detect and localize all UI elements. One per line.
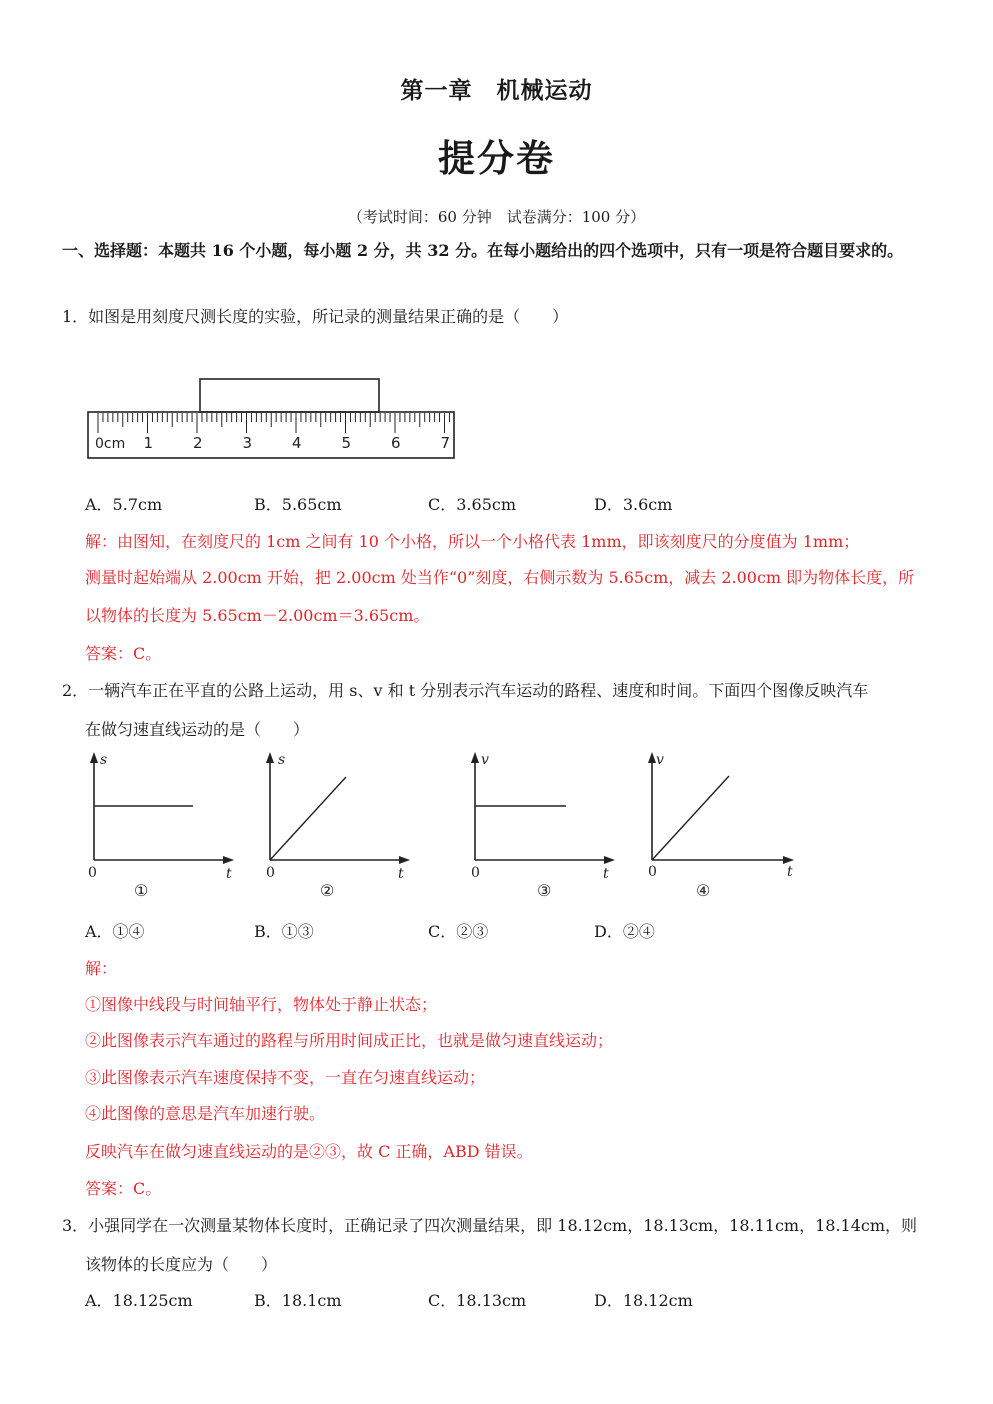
- graph-2-y-label: s: [278, 752, 286, 768]
- q1-option-a[interactable]: A．5.7cm: [85, 495, 163, 514]
- graph-2-number: ②: [320, 881, 335, 900]
- graph-4-y-arrow: [648, 752, 656, 763]
- graph-2-plot-line: [270, 777, 346, 860]
- graph-3-origin: 0: [471, 865, 480, 881]
- graph-4-origin: 0: [648, 864, 657, 880]
- ruler-tick-label: 5: [341, 434, 352, 452]
- q2-solution-line-2: ①图像中线段与时间轴平行，物体处于静止状态；: [85, 995, 438, 1014]
- ruler-tick-label: 3: [242, 434, 253, 452]
- ruler-tick-label: 2: [193, 434, 203, 452]
- graph-3-y-label: v: [481, 752, 489, 768]
- graph-3-y-arrow: [471, 752, 479, 763]
- q2-solution-line-3: ②此图像表示汽车通过的路程与所用时间成正比，也就是做匀速直线运动；: [85, 1031, 614, 1050]
- q2-solution-line-6: 反映汽车在做匀速直线运动的是②③，故 C 正确，ABD 错误。: [85, 1142, 533, 1161]
- q1-solution-line-1: 解：由图知，在刻度尺的 1cm 之间有 10 个小格，所以一个小格代表 1mm，即该刻度尺的分度值为 1mm；: [85, 532, 860, 551]
- graph-4-x-label: t: [787, 864, 793, 880]
- q1-answer: 答案：C。: [85, 644, 162, 663]
- q3-stem-line-1: 3．小强同学在一次测量某物体长度时，正确记录了四次测量结果，即 18.12cm，18.13cm，18.11cm，18.14cm，则: [62, 1216, 918, 1235]
- q3-option-c[interactable]: C．18.13cm: [428, 1291, 527, 1310]
- q1-option-c[interactable]: C．3.65cm: [428, 495, 517, 514]
- ruler-tick-label: 6: [391, 434, 401, 452]
- q2-stem-line-1: 2．一辆汽车正在平直的公路上运动，用 s、v 和 t 分别表示汽车运动的路程、速度和时间。下面四个图像反映汽车: [62, 681, 869, 700]
- graph-1-origin: 0: [88, 865, 97, 881]
- graph-2-x-label: t: [398, 866, 404, 882]
- graph-2-x-arrow: [399, 856, 410, 864]
- ruler-svg: [85, 376, 457, 462]
- ruler-tick-label: 7: [440, 434, 451, 452]
- section-heading: 一、选择题：本题共 16 个小题，每小题 2 分，共 32 分。在每小题给出的四个选项中，只有一项是符合题目要求的。: [62, 241, 904, 260]
- graph-4: [640, 750, 805, 905]
- q1-solution-line-3: 以物体的长度为 5.65cm－2.00cm＝3.65cm。: [85, 606, 430, 625]
- measured-object: [200, 379, 379, 412]
- graph-1-y-label: s: [100, 752, 108, 768]
- ruler-tick-label: 4: [292, 434, 302, 452]
- ruler-figure: [85, 376, 457, 466]
- chapter-title: 第一章 机械运动: [400, 77, 593, 104]
- graph-1-number: ①: [134, 881, 149, 900]
- q2-option-c[interactable]: C．②③: [428, 922, 489, 941]
- graph-4-number: ④: [696, 881, 711, 900]
- q1-option-d[interactable]: D．3.6cm: [594, 495, 673, 514]
- graph-3-x-arrow: [604, 856, 615, 864]
- graph-3-x-label: t: [603, 866, 609, 882]
- q2-option-a[interactable]: A．①④: [85, 922, 145, 941]
- q2-solution-line-5: ④此图像的意思是汽车加速行驶。: [85, 1104, 326, 1123]
- graph-1: [82, 750, 242, 905]
- q2-option-b[interactable]: B．①③: [254, 922, 314, 941]
- q2-solution-line-4: ③此图像表示汽车速度保持不变，一直在匀速直线运动；: [85, 1068, 486, 1087]
- q3-option-b[interactable]: B．18.1cm: [254, 1291, 342, 1310]
- q3-option-a[interactable]: A．18.125cm: [85, 1291, 193, 1310]
- graph-4-x-arrow: [783, 856, 794, 864]
- exam-info: （考试时间：60 分钟 试卷满分：100 分）: [347, 208, 646, 226]
- q2-solution-line-1: 解：: [85, 959, 118, 978]
- graph-4-y-label: v: [656, 752, 664, 768]
- graph-1-x-label: t: [226, 866, 232, 882]
- graph-2-origin: 0: [266, 865, 275, 881]
- graph-3: [463, 750, 623, 905]
- ruler-unit-label: 0cm: [95, 436, 126, 452]
- graph-1-y-arrow: [90, 752, 98, 763]
- q3-stem-line-2: 该物体的长度应为（ ）: [85, 1255, 278, 1274]
- ruler-ticks: [98, 413, 449, 433]
- ruler-tick-label: 1: [143, 434, 154, 452]
- graph-1-x-arrow: [223, 856, 234, 864]
- graph-3-number: ③: [537, 881, 552, 900]
- graph-4-plot-line: [652, 776, 729, 860]
- q1-solution-line-2: 测量时起始端从 2.00cm 开始，把 2.00cm 处当作“0”刻度，右侧示数为 5.65cm，减去 2.00cm 即为物体长度，所: [85, 568, 915, 587]
- q2-answer: 答案：C。: [85, 1179, 162, 1198]
- q1-option-b[interactable]: B．5.65cm: [254, 495, 342, 514]
- q2-option-d[interactable]: D．②④: [594, 922, 655, 941]
- q2-stem-line-2: 在做匀速直线运动的是（ ）: [85, 720, 310, 739]
- graph-2-y-arrow: [266, 752, 274, 763]
- ruler-labels: [144, 434, 451, 452]
- q1-stem: 1．如图是用刻度尺测长度的实验，所记录的测量结果正确的是（ ）: [62, 307, 569, 326]
- q3-option-d[interactable]: D．18.12cm: [594, 1291, 693, 1310]
- graph-2: [258, 750, 418, 905]
- paper-subtitle: 提分卷: [438, 136, 555, 180]
